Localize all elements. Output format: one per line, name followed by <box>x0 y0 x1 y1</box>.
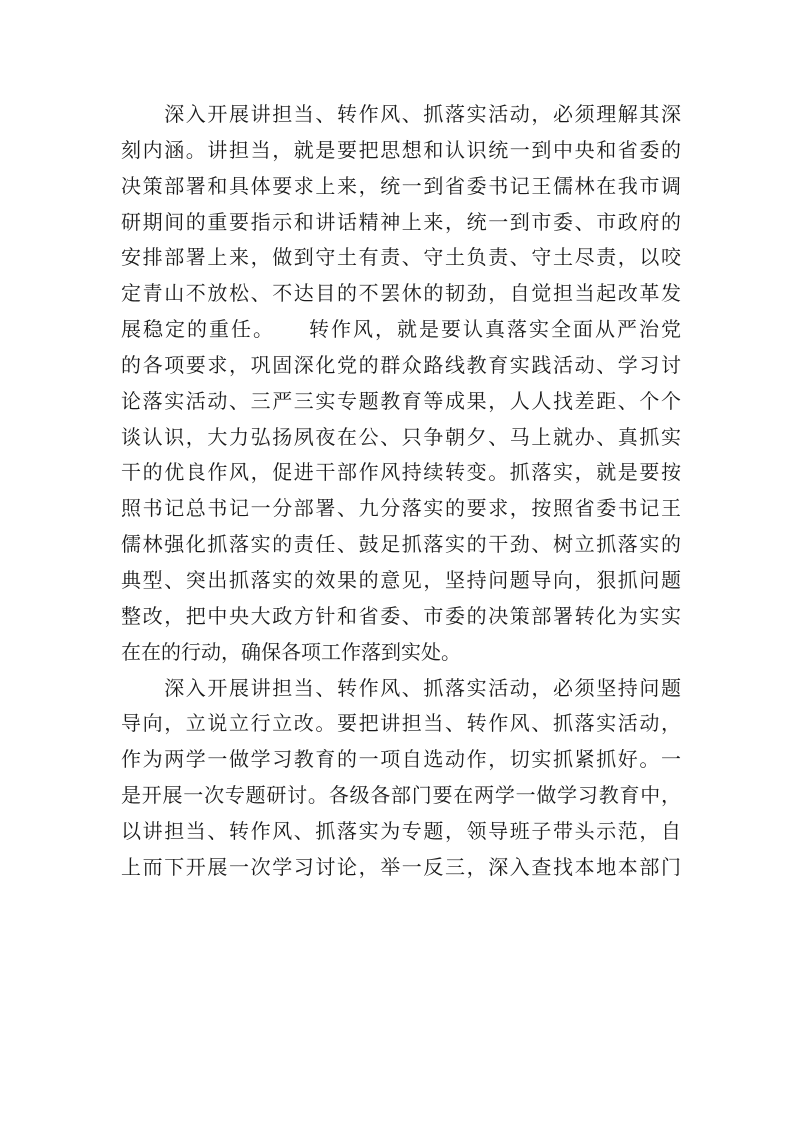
text-line: 定青山不放松、不达目的不罢休的韧劲，自觉担当起改革发 <box>121 281 681 306</box>
text-line: 深入开展讲担当、转作风、抓落实活动，必须理解其深 <box>121 102 681 126</box>
text-line: 刻内涵。讲担当，就是要把思想和认识统一到中央和省委的 <box>121 137 681 162</box>
text-line: 导向，立说立行立改。要把讲担当、转作风、抓落实活动， <box>121 711 681 736</box>
text-line: 是开展一次专题研讨。各级各部门要在两学一做学习教育中， <box>121 783 681 808</box>
text-line: 展稳定的重任。 转作风，就是要认真落实全面从严治党 <box>121 317 681 342</box>
text-line: 上而下开展一次学习讨论，举一反三，深入查找本地本部门 <box>121 854 681 879</box>
text-line: 儒林强化抓落实的责任、鼓足抓落实的干劲、树立抓落实的 <box>121 532 681 557</box>
text-line: 决策部署和具体要求上来，统一到省委书记王儒林在我市调 <box>121 173 681 198</box>
text-line: 干的优良作风，促进干部作风持续转变。抓落实，就是要按 <box>121 460 681 485</box>
document-body <box>121 97 681 886</box>
text-line: 作为两学一做学习教育的一项自选动作，切实抓紧抓好。一 <box>121 747 681 772</box>
text-line: 典型、突出抓落实的效果的意见，坚持问题导向，狠抓问题 <box>121 567 681 592</box>
text-line: 以讲担当、转作风、抓落实为专题，领导班子带头示范，自 <box>121 818 681 843</box>
text-line: 研期间的重要指示和讲话精神上来，统一到市委、市政府的 <box>121 209 681 234</box>
text-line: 整改，把中央大政方针和省委、市委的决策部署转化为实实 <box>121 603 681 628</box>
paragraph <box>121 671 681 886</box>
paragraph <box>121 97 681 671</box>
text-line: 的各项要求，巩固深化党的群众路线教育实践活动、学习讨 <box>121 352 681 377</box>
text-line: 在在的行动，确保各项工作落到实处。 <box>121 639 461 664</box>
text-line: 谈认识，大力弘扬夙夜在公、只争朝夕、马上就办、真抓实 <box>121 424 681 449</box>
text-line: 深入开展讲担当、转作风、抓落实活动，必须坚持问题 <box>121 675 681 700</box>
text-line: 照书记总书记一分部署、九分落实的要求，按照省委书记王 <box>121 496 681 521</box>
text-line: 安排部署上来，做到守土有责、守土负责、守土尽责，以咬 <box>121 245 681 270</box>
text-line: 论落实活动、三严三实专题教育等成果，人人找差距、个个 <box>121 388 681 413</box>
